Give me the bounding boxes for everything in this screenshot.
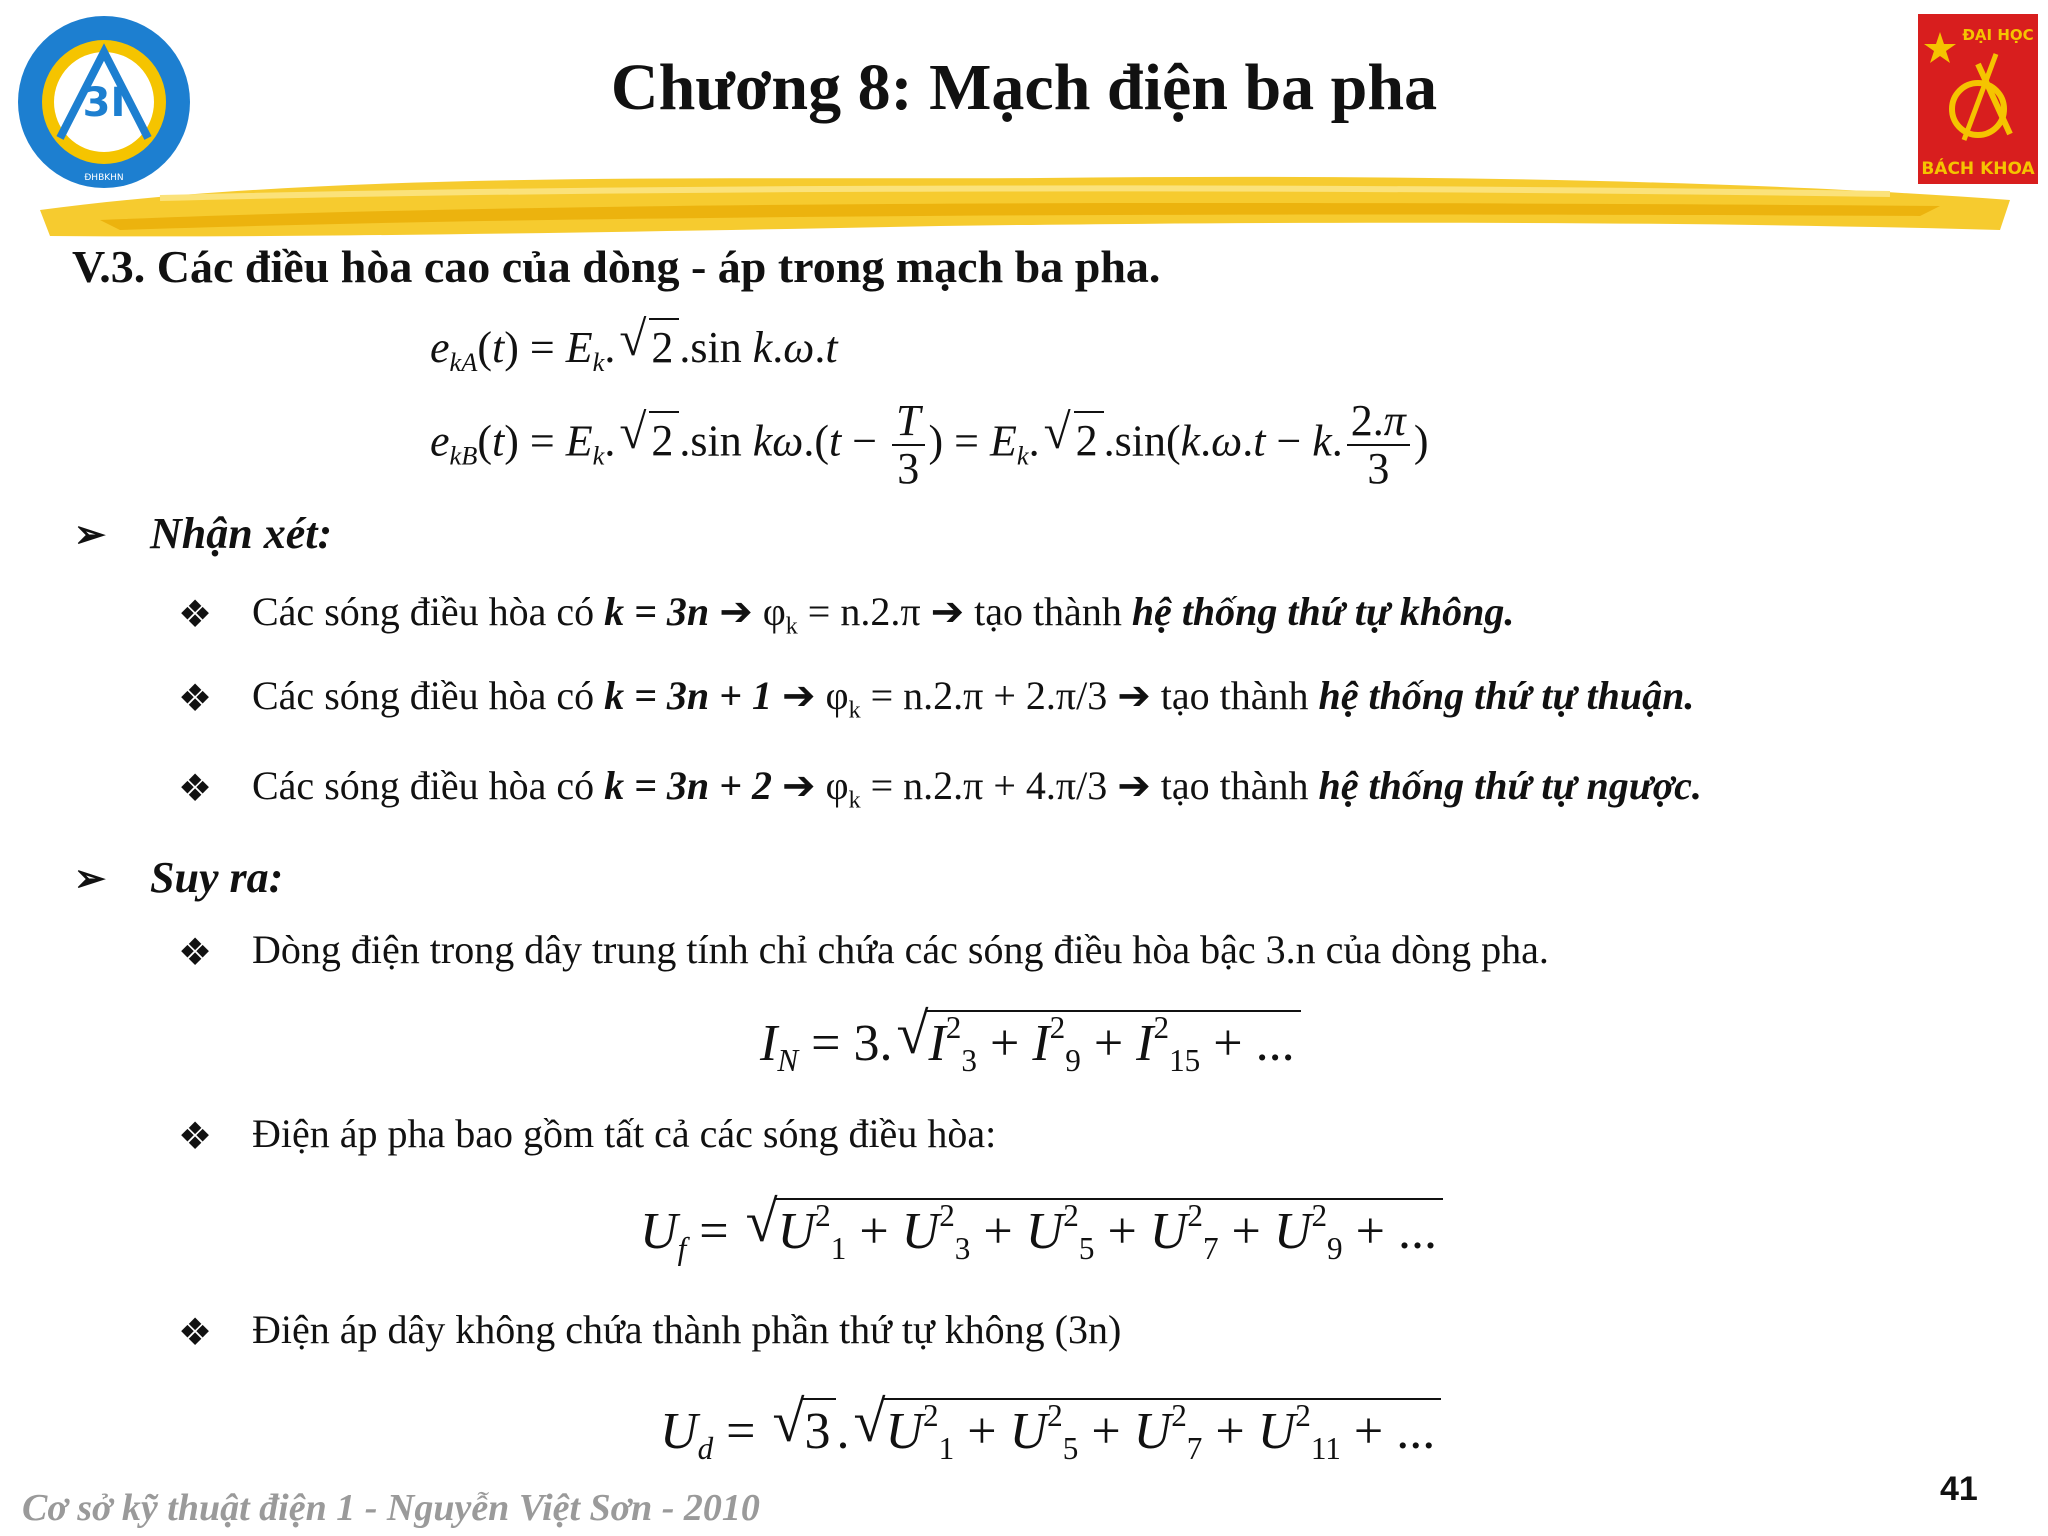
right-arrow-icon: ➔	[930, 589, 965, 634]
diamond-bullet-icon: ❖	[178, 768, 213, 810]
conclusion-item: Điện áp dây không chứa thành phần thứ tự không (3n)	[252, 1307, 1122, 1352]
logo-mark-text: 3I	[82, 80, 126, 126]
conclusion-item: Dòng điện trong dây trung tính chỉ chứa các sóng điều hòa bậc 3.n của dòng pha.	[252, 927, 1549, 972]
conclusions-bullet-icon: ➢	[74, 858, 106, 900]
diamond-bullet-icon: ❖	[178, 932, 213, 974]
title-brush-stroke	[40, 150, 2010, 250]
remark-item: Các sóng điều hòa có k = 3n + 1 ➔ $\varphi_k = n.2.\pi + 2.\pi/3$ ➔ tạo thành hệ thống thứ tự thuận.	[252, 673, 1695, 724]
formula-in: $I_N = 3$. √ $I^2_3 + I^2_9 + I^2_{15}$ + ...	[760, 1010, 1301, 1073]
page-number: 41	[1940, 1470, 1978, 1508]
slide-title: Chương 8: Mạch điện ba pha	[610, 51, 1438, 124]
right-arrow-icon: ➔	[1117, 673, 1151, 718]
right-arrow-icon: ➔	[1117, 763, 1151, 808]
right-arrow-icon: ➔	[781, 673, 816, 718]
diamond-bullet-icon: ❖	[178, 678, 213, 720]
section-heading: V.3. Các điều hòa cao của dòng - áp trong mạch ba pha.	[72, 241, 1161, 292]
footer-credit: Cơ sở kỹ thuật điện 1 - Nguyễn Việt Sơn - 2010	[22, 1487, 760, 1529]
conclusions-heading: Suy ra:	[150, 853, 284, 902]
remarks-bullet-icon: ➢	[74, 514, 106, 556]
conclusion-item: Điện áp pha bao gồm tất cả các sóng điều hòa:	[252, 1111, 997, 1156]
diamond-bullet-icon: ❖	[178, 1312, 213, 1354]
remark-item: Các sóng điều hòa có k = 3n + 2 ➔ $\varphi_k = n.2.\pi + 4.\pi/3$ ➔ tạo thành hệ thống thứ tự ngược.	[252, 763, 1702, 814]
diamond-bullet-icon: ❖	[178, 594, 213, 636]
remarks-heading: Nhận xét:	[150, 509, 333, 558]
formula-ud: $U_d$ = √ 3 . √ $U^2_1 + U^2_5 + U^2_7 + U^2_{11}$ + ...	[660, 1398, 1441, 1461]
right-arrow-icon: ➔	[719, 589, 753, 634]
formula-eka: $e_{kA}(t) = E_k$. √ 2 .sin k.ω.t	[430, 311, 838, 378]
logo-bottom-text: BÁCH KHOA	[1921, 159, 2035, 179]
formula-ekb: $e_{kB}(t) = E_k$. √ 2 .sin kω.(t − $\frac{T}{3}$ ) = $E_k$. √ 2 .sin(k.ω.t − k. $\frac{2.\pi}{3}$ )	[430, 396, 1429, 494]
logo-top-text: ĐẠI HỌC	[1962, 26, 2034, 44]
right-arrow-icon: ➔	[781, 763, 816, 808]
formula-uf: $U_f$ = √ $U^2_1 + U^2_3 + U^2_5 + U^2_7 + U^2_9$ + ...	[640, 1198, 1443, 1261]
remark-item: Các sóng điều hòa có k = 3n ➔ $\varphi_k = n.2.\pi$ ➔ tạo thành hệ thống thứ tự không.	[252, 589, 1515, 640]
diamond-bullet-icon: ❖	[178, 1116, 213, 1158]
svg-text:ĐHBKHN: ĐHBKHN	[84, 173, 124, 183]
